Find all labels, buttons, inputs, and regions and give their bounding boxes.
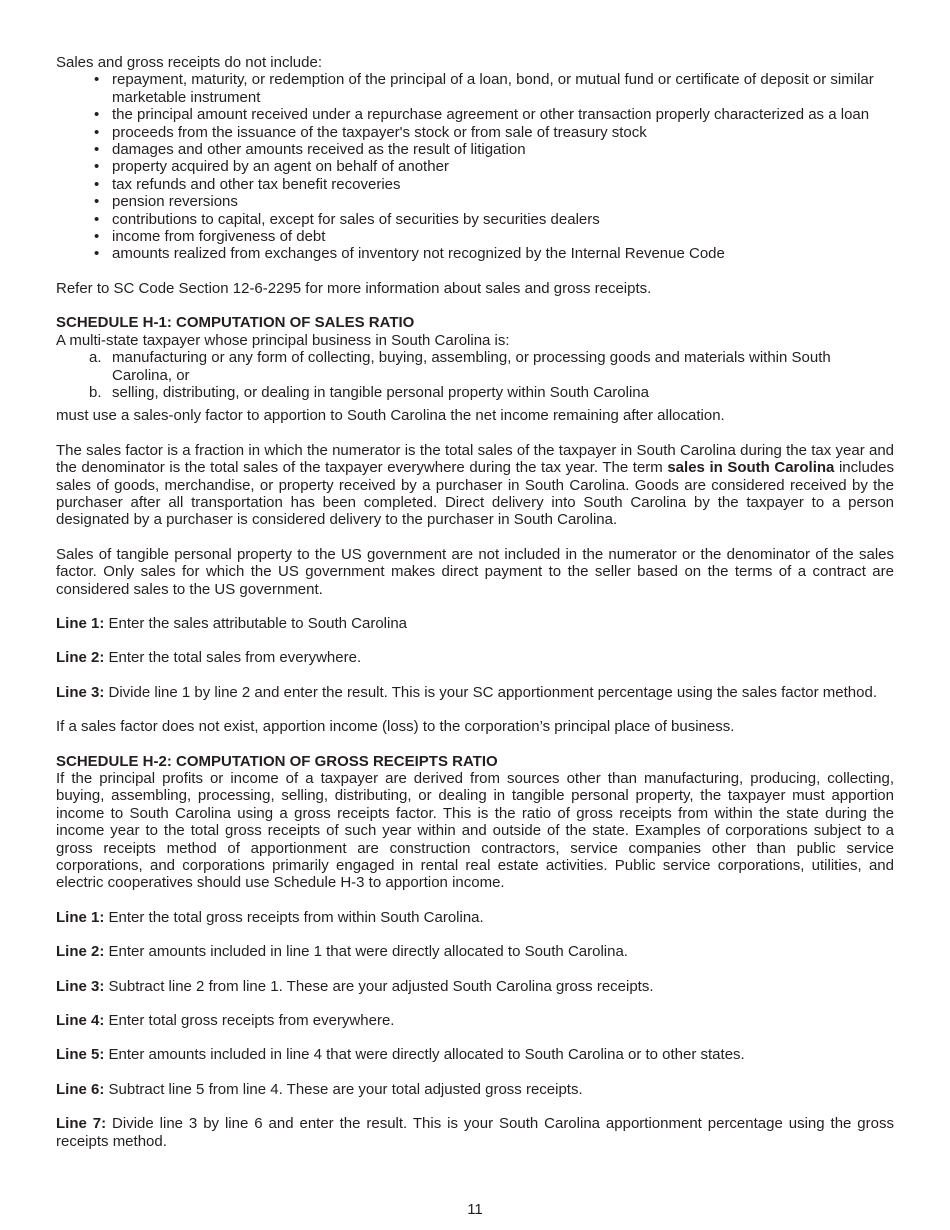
gross-receipts-paragraph: If the principal profits or income of a taxpayer are derived from sources other than manufacturing, producing, collecting, buying, assembling, processing, selling, distributing, or dealing in tangible personal property, the taxpayer must apportion income to South Carolina using a gross receipts factor. This is the ratio of gross receipts from within the state during the income year to the total gross receipts of such year within and outside of the state. Examples of corporations subject to a gross receipts method of apportionment are construction contractors, service companies other than public service corporations, and corporations primarily engaged in rental real estate activities. Public service corporations, utilities, and electric cooperatives should use Schedule H-3 to apportion income.: [56, 770, 894, 892]
line-text: Enter amounts included in line 1 that were directly allocated to South Carolina.: [104, 943, 628, 961]
list-item: [56, 211, 894, 228]
list-item-text: damages and other amounts received as the result of litigation: [112, 141, 526, 159]
h2-line-5: [56, 1046, 894, 1063]
line-text: Enter amounts included in line 4 that were directly allocated to South Carolina or to other states.: [104, 1046, 745, 1064]
list-item: [56, 228, 894, 245]
bullet-icon: •: [94, 193, 100, 211]
business-type-list: [56, 349, 894, 401]
line-text: Divide line 1 by line 2 and enter the result. This is your SC apportionment percentage using the sales factor method.: [104, 683, 877, 701]
h2-line-1: [56, 909, 894, 926]
list-item: [56, 124, 894, 141]
list-item: [56, 176, 894, 193]
sc-code-reference: Refer to SC Code Section 12-6-2295 for more information about sales and gross receipts.: [56, 279, 652, 297]
line-text: Enter total gross receipts from everywhere.: [104, 1012, 395, 1030]
line-label: Line 2:: [56, 943, 105, 961]
list-item-text: income from forgiveness of debt: [112, 228, 326, 246]
line-text: Enter the total gross receipts from within South Carolina.: [104, 908, 484, 926]
defined-term: sales in South Carolina: [667, 459, 835, 477]
bullet-icon: •: [94, 123, 100, 141]
line-text: Enter the total sales from everywhere.: [104, 649, 362, 667]
h2-line-7: [56, 1115, 894, 1150]
list-item-text: selling, distributing, or dealing in tangible personal property within South Carolina: [112, 383, 649, 401]
line-text: Subtract line 5 from line 4. These are your total adjusted gross receipts.: [104, 1080, 583, 1098]
exclusions-list: [56, 71, 894, 262]
bullet-icon: •: [94, 141, 100, 159]
list-item: [56, 106, 894, 123]
paragraph-text: The sales factor is a fraction in which the numerator is the total sales of the taxpayer in South Carolina during the tax year and the denominator is the total sales of the taxpayer everywhere during the tax year. The term: [56, 441, 894, 477]
h1-line-1: [56, 615, 894, 632]
document-page: [56, 54, 894, 1150]
bullet-icon: •: [94, 210, 100, 228]
bullet-icon: •: [94, 175, 100, 193]
list-item: [56, 71, 894, 106]
h1-line-3: [56, 684, 894, 701]
bullet-icon: •: [94, 106, 100, 124]
no-sales-factor-note: If a sales factor does not exist, apportion income (loss) to the corporation’s principal place of business.: [56, 718, 735, 736]
list-item-text: manufacturing or any form of collecting, buying, assembling, or processing goods and materials within South Carolina, or: [112, 349, 831, 384]
bullet-icon: •: [94, 71, 100, 89]
line-label: Line 1:: [56, 614, 105, 632]
h2-line-2: [56, 943, 894, 960]
line-text: Enter the sales attributable to South Carolina: [104, 614, 408, 632]
line-label: Line 5:: [56, 1046, 105, 1064]
bullet-icon: •: [94, 245, 100, 263]
schedule-h1-heading: SCHEDULE H-1: COMPUTATION OF SALES RATIO: [56, 314, 415, 332]
h2-line-3: [56, 978, 894, 995]
page-number: 11: [467, 1201, 483, 1218]
list-item: [56, 193, 894, 210]
line-label: Line 1:: [56, 908, 105, 926]
exclusions-intro: Sales and gross receipts do not include:: [56, 54, 322, 71]
list-item-text: proceeds from the issuance of the taxpayer's stock or from sale of treasury stock: [112, 123, 647, 141]
list-item-text: contributions to capital, except for sales of securities by securities dealers: [112, 210, 600, 228]
h2-line-6: [56, 1081, 894, 1098]
list-item: [56, 245, 894, 262]
list-item: [56, 349, 894, 384]
list-item-text: tax refunds and other tax benefit recoveries: [112, 175, 401, 193]
h2-line-4: [56, 1012, 894, 1029]
line-label: Line 6:: [56, 1080, 105, 1098]
list-item-text: pension reversions: [112, 193, 238, 211]
list-marker: b.: [89, 383, 102, 401]
list-item: [56, 384, 894, 401]
h1-line-2: [56, 649, 894, 666]
line-label: Line 7:: [56, 1115, 107, 1133]
list-item: [56, 158, 894, 175]
line-label: Line 2:: [56, 649, 105, 667]
line-label: Line 3:: [56, 977, 105, 995]
list-item-text: repayment, maturity, or redemption of the principal of a loan, bond, or mutual fund or certificate of deposit or similar marketable instrument: [112, 71, 874, 106]
sales-only-factor-text: must use a sales-only factor to apportion to South Carolina the net income remaining after allocation.: [56, 407, 725, 425]
paragraph-text: includes sales of goods, merchandise, or property received by a purchaser in South Carolina. Goods are considered received by the purchaser after all transportation has been completed. Direct delivery into South Carolina by the taxpayer to a person designated by a purchaser is considered delivery to the purchaser in South Carolina.: [56, 459, 895, 529]
line-text: Divide line 3 by line 6 and enter the result. This is your South Carolina apportionment percentage using the gross receipts method.: [56, 1115, 894, 1150]
schedule-h1-intro: A multi-state taxpayer whose principal business in South Carolina is:: [56, 331, 510, 349]
list-item: [56, 141, 894, 158]
list-item-text: the principal amount received under a repurchase agreement or other transaction properly characterized as a loan: [112, 106, 870, 124]
line-label: Line 4:: [56, 1012, 105, 1030]
bullet-icon: •: [94, 158, 100, 176]
list-item-text: property acquired by an agent on behalf of another: [112, 158, 449, 176]
line-text: Subtract line 2 from line 1. These are your adjusted South Carolina gross receipts.: [104, 977, 654, 995]
schedule-h2-heading: SCHEDULE H-2: COMPUTATION OF GROSS RECEIPTS RATIO: [56, 752, 498, 770]
list-item-text: amounts realized from exchanges of inventory not recognized by the Internal Revenue Code: [112, 245, 725, 263]
sales-factor-paragraph: [56, 442, 894, 529]
us-government-paragraph: Sales of tangible personal property to the US government are not included in the numerator or the denominator of the sales factor. Only sales for which the US government makes direct payment to the seller based on the terms of a contract are considered sales to the US government.: [56, 545, 894, 598]
list-marker: a.: [89, 349, 102, 367]
bullet-icon: •: [94, 228, 100, 246]
line-label: Line 3:: [56, 683, 105, 701]
